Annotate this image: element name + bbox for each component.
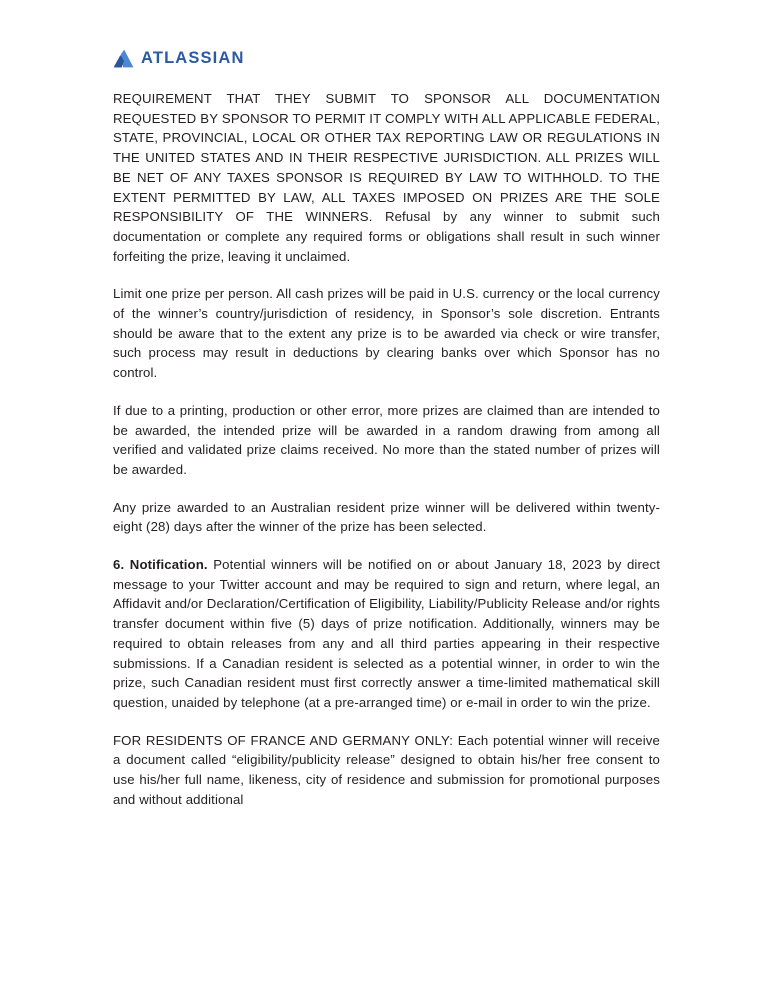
- paragraph-france-germany: FOR RESIDENTS OF FRANCE AND GERMANY ONLY: Each potential winner will receive a document called “eligibility/publicity release” designed to obtain his/her free consent to use his/her full name, likeness, city of residence and submission for promotional purposes and without additional: [113, 732, 660, 807]
- atlassian-wordmark: ATLASSIAN: [141, 48, 245, 67]
- paragraph-australian-resident: Any prize awarded to an Australian resident prize winner will be delivered within twenty-eight (28) days after the winner of the prize has been selected.: [113, 499, 660, 535]
- paragraph-notification: [113, 555, 660, 713]
- section-heading-notification: 6. Notification.: [113, 557, 208, 573]
- atlassian-a-mark-icon: [113, 49, 134, 68]
- paragraph-notification-body: Potential winners will be notified on or about January 18, 2023 by direct message to your Twitter account and may be required to sign and return, where legal, an Affidavit and/or Declaration/Certification of Eligibility, Liability/Publicity Release and/or rights transfer document within five (5) days of prize notification. Additionally, winners may be required to obtain releases from any and all third parties appearing in their respective submissions. If a Canadian resident is selected as a potential winner, in order to win the prize, such Canadian resident must first correctly answer a time-limited mathematical skill question, unaided by telephone (at a pre-arranged time) or e-mail in order to win the prize.: [113, 557, 660, 710]
- atlassian-logo: [113, 46, 245, 70]
- paragraph-printing-error: If due to a printing, production or other error, more prizes are claimed than are intended to be awarded, the intended prize will be awarded in a random drawing from among all verified and validated prize claims received. No more than the stated number of prizes will be awarded.: [113, 402, 660, 477]
- paragraph-taxes-documentation: REQUIREMENT THAT THEY SUBMIT TO SPONSOR ALL DOCUMENTATION REQUESTED BY SPONSOR TO PERMIT IT COMPLY WITH ALL APPLICABLE FEDERAL, STATE, PROVINCIAL, LOCAL OR OTHER TAX REPORTING LAW OR REGULATIONS IN THE UNITED STATES AND IN THEIR RESPECTIVE JURISDICTION. ALL PRIZES WILL BE NET OF ANY TAXES SPONSOR IS REQUIRED BY LAW TO WITHHOLD. TO THE EXTENT PERMITTED BY LAW, ALL TAXES IMPOSED ON PRIZES ARE THE SOLE RESPONSIBILITY OF THE WINNERS. Refusal by any winner to submit such documentation or complete any required forms or obligations shall result in such winner forfeiting the prize, leaving it unclaimed.: [113, 91, 660, 264]
- document-body: [113, 89, 660, 810]
- paragraph-limit-one-prize: Limit one prize per person. All cash prizes will be paid in U.S. currency or the local currency of the winner’s country/jurisdiction of residency, in Sponsor’s sole discretion. Entrants should be aware that to the extent any prize is to be awarded via check or wire transfer, such process may result in deductions by clearing banks over which Sponsor has no control.: [113, 286, 660, 381]
